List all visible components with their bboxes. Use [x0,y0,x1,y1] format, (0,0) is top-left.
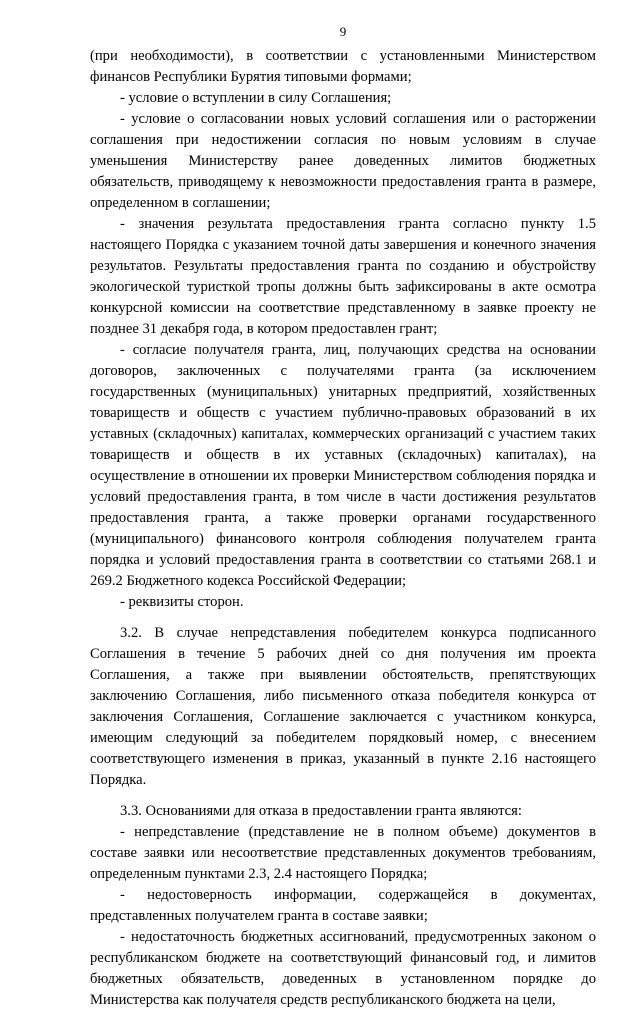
list-item-entry-into-force: - условие о вступлении в силу Соглашения; [120,90,392,106]
page-number: 9 [339,24,347,39]
list-item-insufficient-budget: - недостаточность бюджетных ассигнований, предусмотренных законом о республиканском бюджете на соответствующий финансовый год, и лимитов бюджетных обязательств, доведенных в установленном порядке до Министерства как получателя средств республиканского бюджета на цели, [90,929,596,1008]
list-item-party-details: - реквизиты сторон. [120,594,244,610]
list-item-documents-missing: - непредставление (представление не в полном объеме) документов в составе заявки или несоответствие представленных документов требованиям, определенным пунктами 2.3, 2.4 настоящего Порядка; [90,824,596,882]
list-item-new-conditions: - условие о согласовании новых условий соглашения или о расторжении соглашения при недостижении согласия по новым условиям в случае уменьшения Министерству ранее доведенных лимитов бюджетных обязательств, приводящему к невозможности предоставления гранта в размере, определенном в соглашении; [90,111,596,211]
list-item-false-information: - недостоверность информации, содержащейся в документах, представленных получателем гранта в составе заявки; [90,887,596,924]
list-item-grant-results: - значения результата предоставления гранта согласно пункту 1.5 настоящего Порядка с указанием точной даты завершения и конечного значения результатов. Результаты предоставления гранта по созданию и обустройству экологической туристкой тропы должны быть зафиксированы в акте осмотра конкурсной комиссии на соответствие представленному в заявке проекту не позднее 31 декабря года, в котором предоставлен грант; [90,216,596,337]
document-page [90,24,596,1011]
paragraph-continuation: (при необходимости), в соответствии с установленными Министерством финансов Республики Бурятия типовыми формами; [90,48,596,85]
paragraph-3-3-heading: 3.3. Основаниями для отказа в предоставлении гранта являются: [120,803,522,819]
list-item-recipient-consent: - согласие получателя гранта, лиц, получающих средства на основании договоров, заключенных с получателями гранта (за исключением государственных (муниципальных) унитарных предприятий, хозяйственных товариществ и обществ с участием публично-правовых образований в их уставных (складочных) капиталах, коммерческих организаций с участием таких товариществ и обществ в их уставных (складочных) капиталах), на осуществление в отношении их проверки Министерством соблюдения порядка и условий предоставления гранта, в том числе в части достижения результатов предоставления гранта, а также проверки органами государственного (муниципального) финансового контроля соблюдения получателем гранта порядка и условий предоставления гранта в соответствии со статьями 268.1 и 269.2 Бюджетного кодекса Российской Федерации; [90,342,596,589]
paragraph-3-2: 3.2. В случае непредставления победителем конкурса подписанного Соглашения в течение 5 рабочих дней со дня получения им проекта Соглашения, а также при выявлении обстоятельств, препятствующих заключению Соглашения, либо письменного отказа победителя конкурса от заключения Соглашения, Соглашение заключается с участником конкурса, имеющим следующий за победителем порядковый номер, с внесением соответствующего изменения в приказ, указанный в пункте 2.16 настоящего Порядка. [90,625,596,788]
